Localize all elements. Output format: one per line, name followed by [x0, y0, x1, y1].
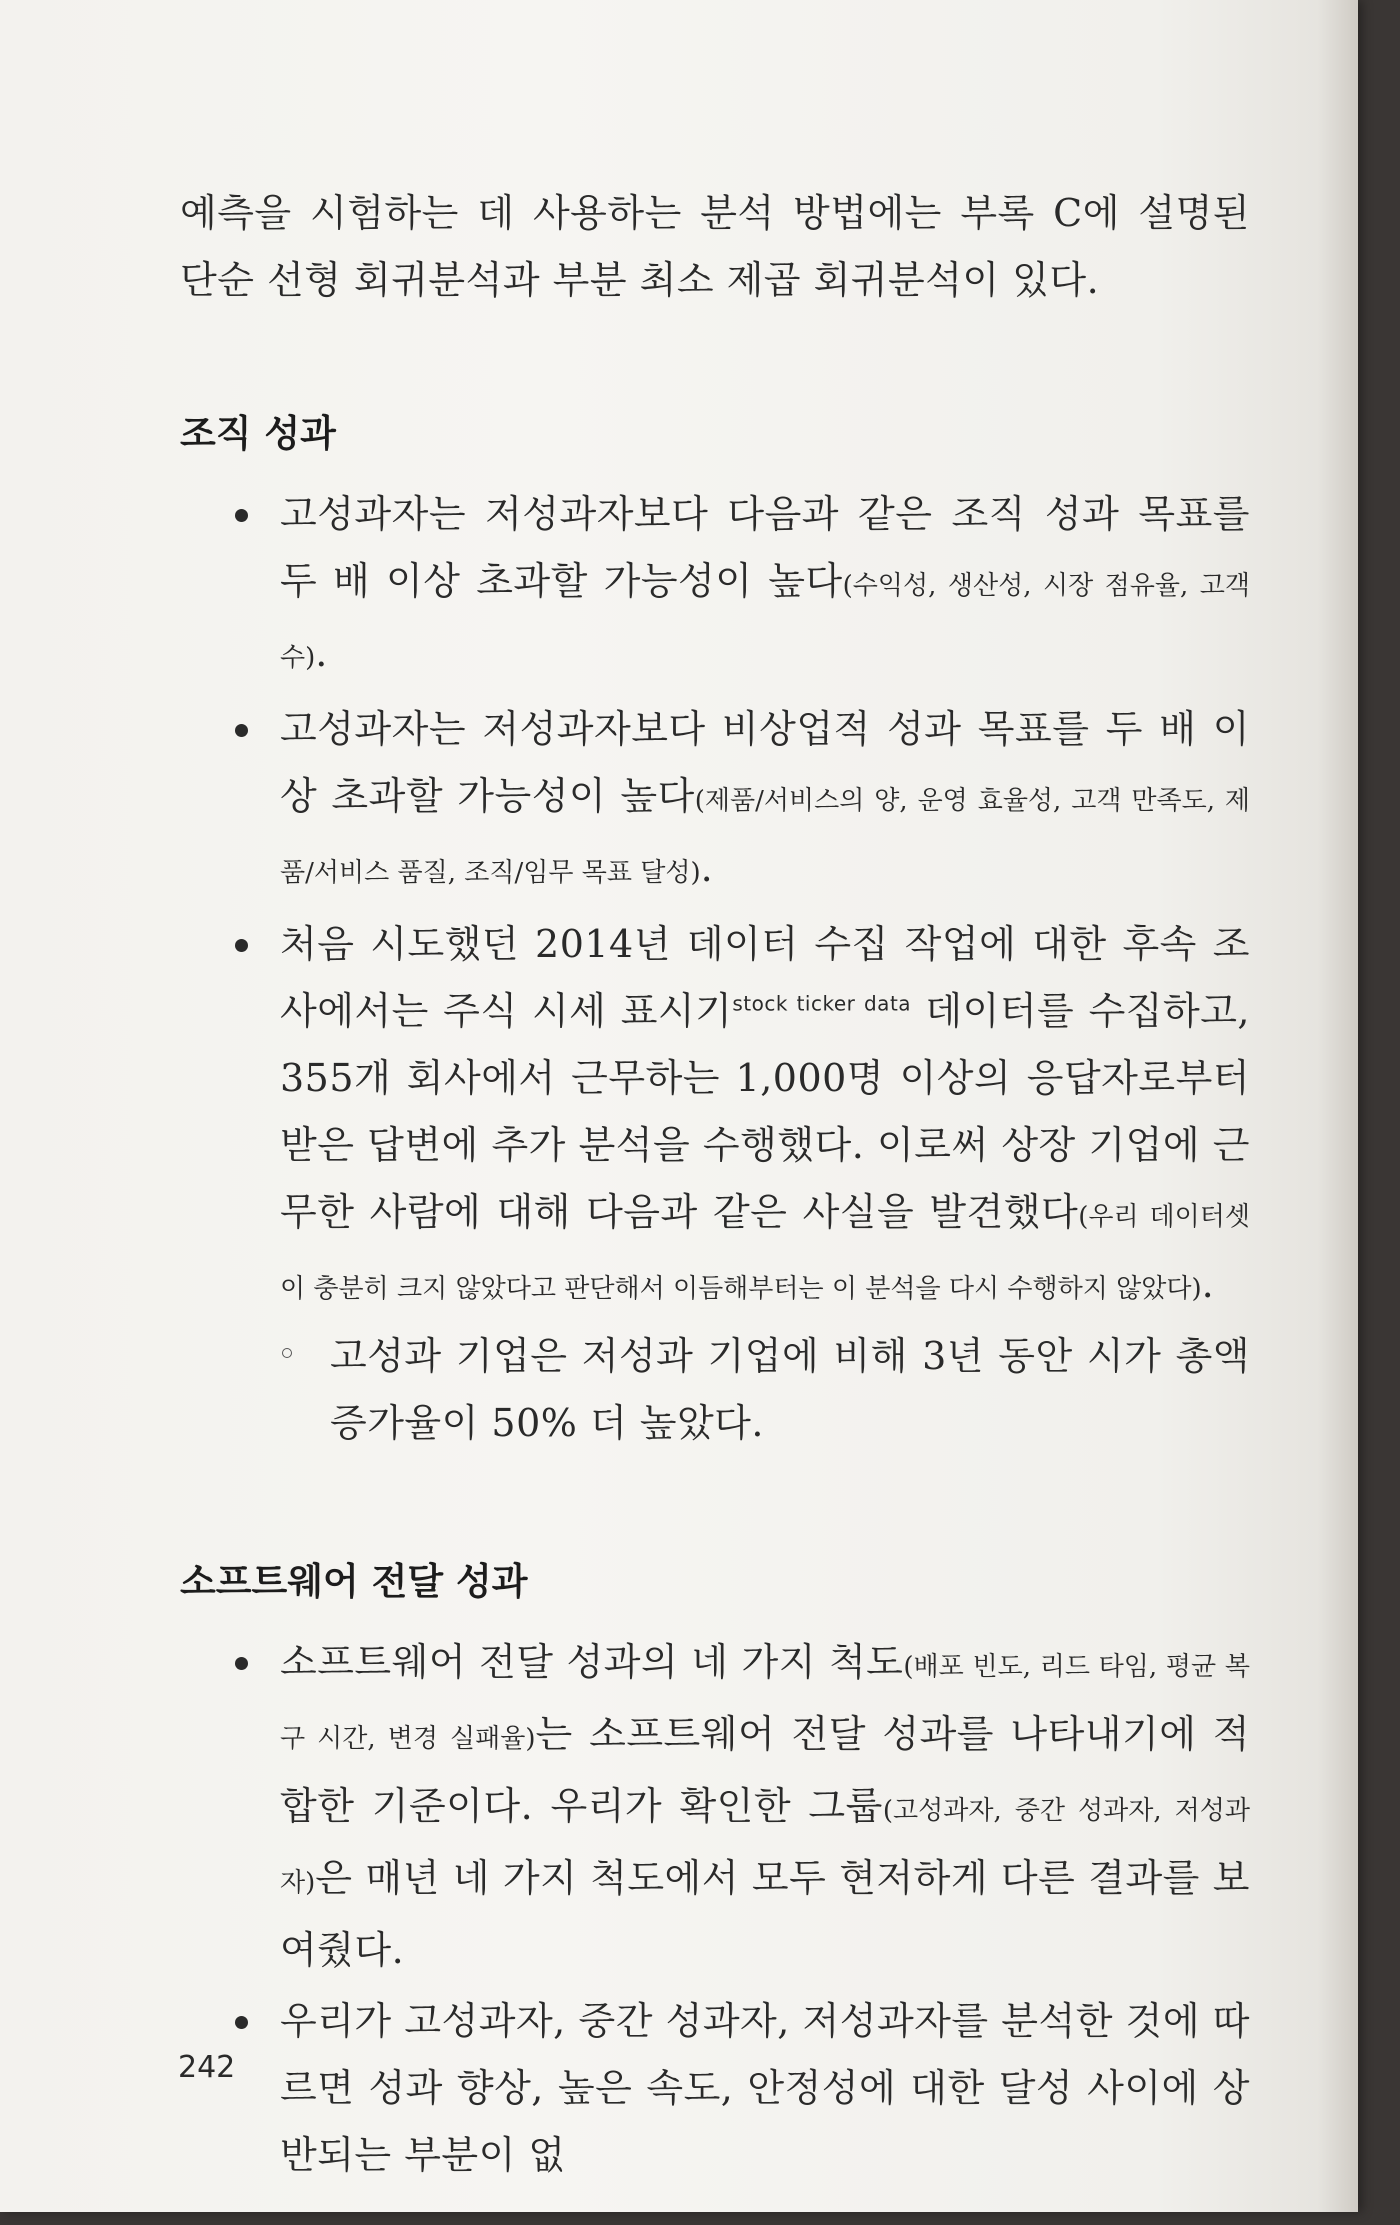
list-item: [180, 1988, 1250, 2189]
bullet-note: (우리 데이터셋이 충분히 크지 않았다고 판단해서 이듬해부터는 이 분석을 다시 수행하지 않았다): [280, 1202, 1250, 1304]
bullet-icon: [235, 1657, 248, 1670]
list-item: [180, 1629, 1250, 1984]
list-item: [180, 911, 1250, 1457]
bullet-end: .: [315, 631, 328, 675]
bullet-note: (고성과자, 중간 성과자, 저성과자): [280, 1796, 1251, 1898]
bullet-text: 데이터를 수집하고, 355개 회사에서 근무하는 1,000명 이상의 응답자로부터 받은 답변에 추가 분석을 수행했다. 이로써 상장 기업에 근무한 사람에 대해 다음과 같은 사실을 발견했다: [280, 989, 1250, 1234]
sub-bullet-text: 고성과 기업은 저성과 기업에 비해 3년 동안 시가 총액 증가율이 50% 더 높았다.: [330, 1334, 1250, 1445]
section-heading-software-delivery-performance: 소프트웨어 전달 성과: [180, 1560, 528, 1603]
sub-list-item: [280, 1323, 1250, 1457]
bullet-text: 고성과자는 저성과자보다 비상업적 성과 목표를 두 배 이상 초과할 가능성이 높다: [280, 707, 1250, 818]
bullet-text: 고성과자는 저성과자보다 다음과 같은 조직 성과 목표를 두 배 이상 초과할 가능성이 높다: [280, 492, 1250, 603]
bullet-text-post: 은 매년 네 가지 척도에서 모두 현저하게 다른 결과를 보여줬다.: [280, 1856, 1250, 1972]
bullet-note: (배포 빈도, 리드 타임, 평균 복구 시간, 변경 실패율): [280, 1652, 1250, 1754]
intro-paragraph: 예측을 시험하는 데 사용하는 분석 방법에는 부록 C에 설명된 단순 선형 회귀분석과 부분 최소 제곱 회귀분석이 있다.: [180, 191, 1250, 302]
bullet-end: .: [700, 846, 714, 890]
bullet-end: .: [1201, 1262, 1215, 1306]
bullet-text-pre: 소프트웨어 전달 성과의 네 가지 척도: [280, 1640, 904, 1684]
list-item: [180, 481, 1250, 692]
list-item: [180, 696, 1250, 907]
bullet-note: (제품/서비스의 양, 운영 효율성, 고객 만족도, 제품/서비스 품질, 조직/임무 목표 달성): [280, 786, 1251, 888]
bullet-icon: [235, 2016, 248, 2029]
bullet-icon: [235, 939, 248, 952]
bullet-icon: [235, 724, 248, 737]
bullet-text: 우리가 고성과자, 중간 성과자, 저성과자를 분석한 것에 따르면 성과 향상, 높은 속도, 안정성에 대한 달성 사이에 상반되는 부분이 없: [280, 1999, 1250, 2177]
bullet-note: (수익성, 생산성, 시장 점유율, 고객 수): [280, 571, 1250, 673]
stock-ticker-superscript: stock ticker data: [732, 991, 912, 1016]
page-number: 242: [178, 2050, 236, 2085]
software-delivery-list: [180, 1629, 1250, 2189]
section-heading-organizational-performance: 조직 성과: [180, 412, 336, 455]
sub-list: [280, 1323, 1250, 1457]
bullet-text-pre: 처음 시도했던 2014년 데이터 수집 작업에 대한 후속 조사에서는 주식 시세 표시기: [280, 922, 1250, 1033]
hollow-bullet-icon: [282, 1348, 292, 1358]
bullet-text-mid: 는 소프트웨어 전달 성과를 나타내기에 적합한 기준이다. 우리가 확인한 그룹: [280, 1712, 1250, 1828]
organizational-performance-list: [180, 481, 1250, 1457]
bullet-icon: [235, 509, 248, 522]
page-content: [180, 180, 1250, 2193]
